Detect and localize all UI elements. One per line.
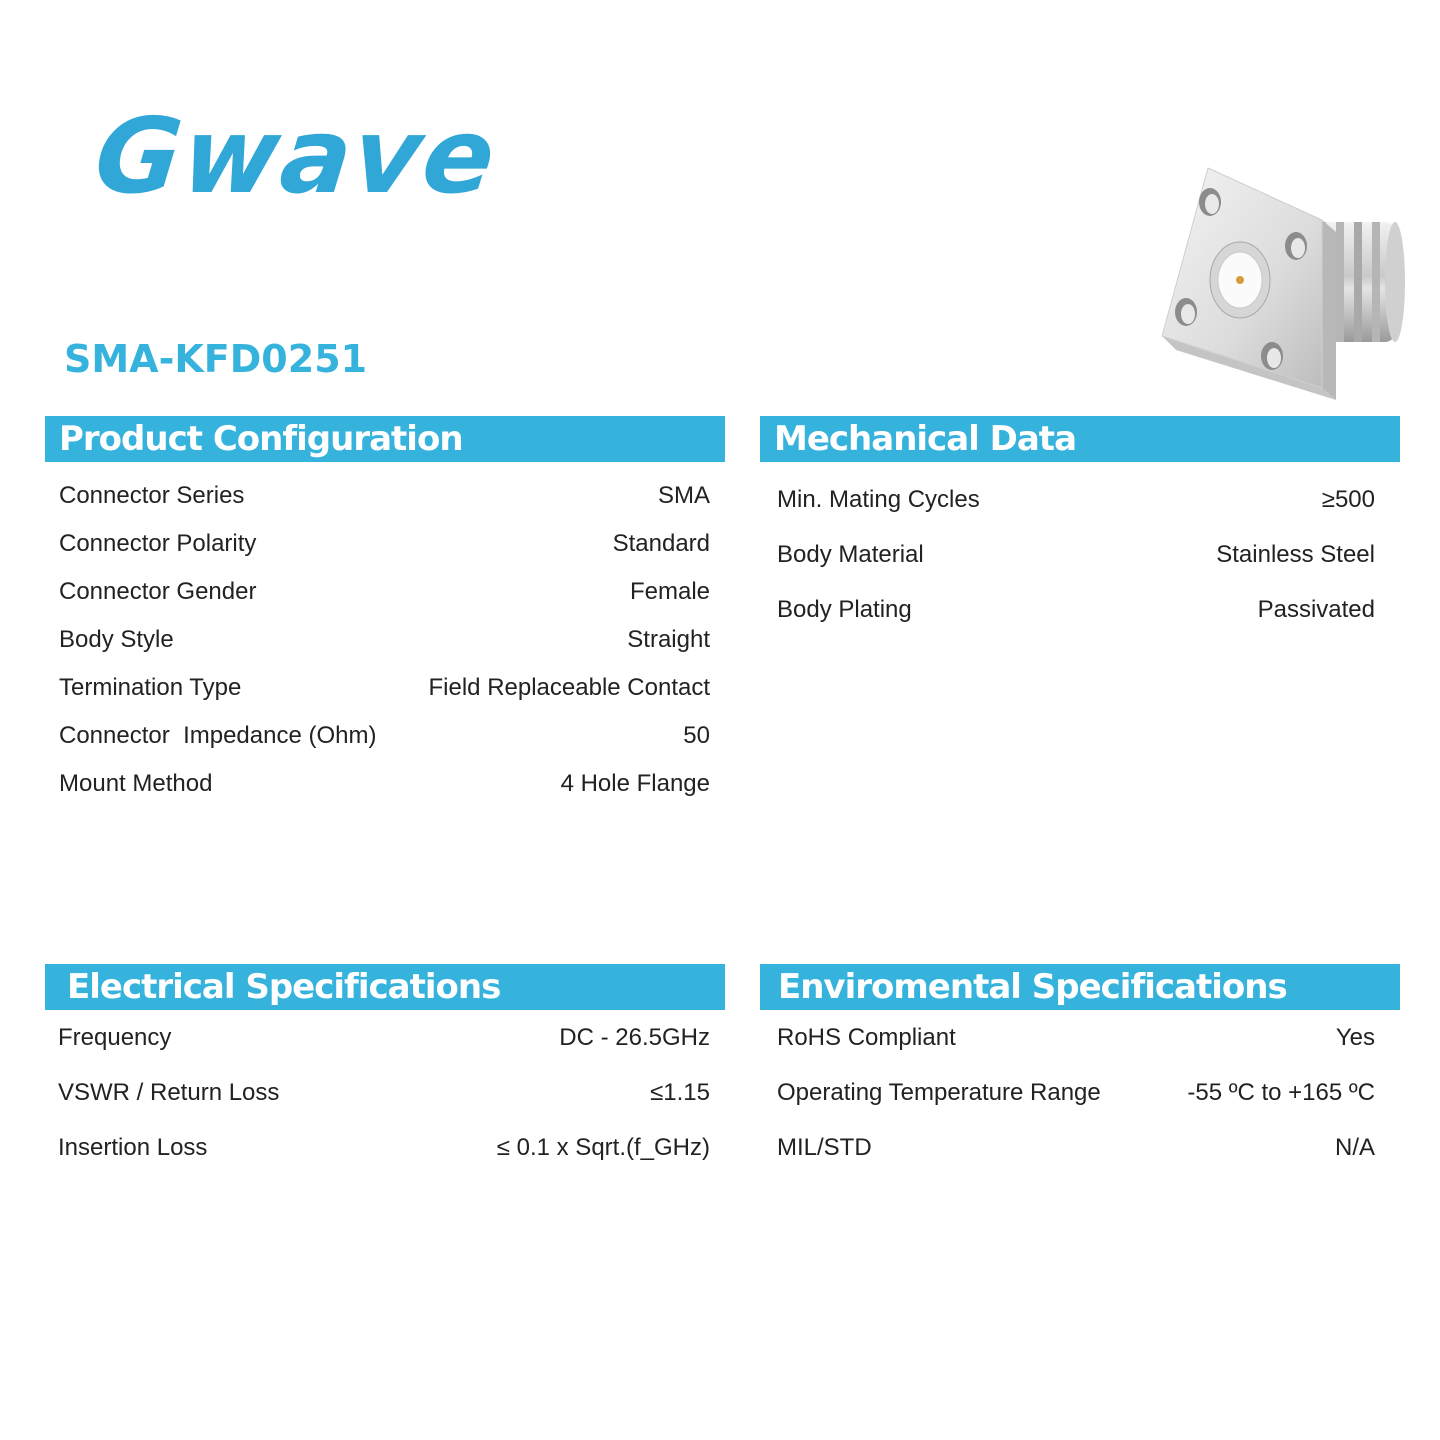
- spec-label: Operating Temperature Range: [777, 1078, 1101, 1106]
- spec-row: [777, 527, 1375, 582]
- spec-value: -55 ºC to +165 ºC: [1187, 1078, 1375, 1106]
- spec-row: [777, 472, 1375, 527]
- spec-value: Stainless Steel: [1216, 540, 1375, 568]
- spec-label: Body Plating: [777, 595, 912, 623]
- spec-row: [58, 1065, 710, 1120]
- spec-value: 4 Hole Flange: [560, 770, 710, 797]
- spec-label: RoHS Compliant: [777, 1023, 956, 1051]
- product-configuration-section: [45, 416, 725, 808]
- mechanical-data-section: [760, 416, 1400, 637]
- spec-label: Mount Method: [59, 770, 213, 797]
- spec-row: [59, 760, 710, 808]
- spec-row: [59, 568, 710, 616]
- spec-label: VSWR / Return Loss: [58, 1078, 280, 1106]
- spec-value: Straight: [627, 626, 710, 653]
- spec-value: Yes: [1335, 1023, 1375, 1051]
- spec-value: Passivated: [1257, 595, 1375, 623]
- spec-value: DC - 26.5GHz: [559, 1023, 710, 1051]
- environmental-specifications-list: [760, 1010, 1400, 1175]
- electrical-specifications-section: [45, 964, 725, 1175]
- spec-row: [58, 1010, 710, 1065]
- spec-label: Insertion Loss: [58, 1133, 208, 1161]
- spec-row: [59, 520, 710, 568]
- product-configuration-list: [45, 462, 725, 808]
- spec-value: ≤ 0.1 x Sqrt.(f_GHz): [496, 1133, 710, 1161]
- spec-label: Termination Type: [59, 674, 242, 701]
- spec-label: Connector Gender: [59, 578, 257, 605]
- product-image: [1150, 160, 1420, 410]
- spec-value: Standard: [612, 530, 710, 557]
- spec-value: Field Replaceable Contact: [428, 674, 710, 701]
- spec-row: [59, 712, 710, 760]
- environmental-specifications-title: Enviromental Specifications: [760, 964, 1400, 1010]
- spec-label: Body Material: [777, 540, 924, 568]
- spec-label: Body Style: [59, 626, 174, 653]
- spec-label: Frequency: [58, 1023, 172, 1051]
- spec-row: [777, 1065, 1375, 1120]
- spec-value: N/A: [1334, 1133, 1375, 1161]
- mechanical-data-title: Mechanical Data: [760, 416, 1400, 462]
- spec-label: Connector Impedance (Ohm): [59, 722, 377, 749]
- spec-value: Female: [629, 578, 710, 605]
- brand-logo: Gwave: [89, 95, 503, 217]
- spec-row: [777, 1120, 1375, 1175]
- spec-value: ≥500: [1321, 485, 1375, 513]
- spec-row: [59, 472, 710, 520]
- spec-row: [59, 616, 710, 664]
- spec-label: Connector Polarity: [59, 530, 257, 557]
- spec-row: [59, 664, 710, 712]
- spec-label: MIL/STD: [777, 1133, 872, 1161]
- spec-row: [777, 582, 1375, 637]
- electrical-specifications-list: [45, 1010, 725, 1175]
- spec-row: [58, 1120, 710, 1175]
- environmental-specifications-section: [760, 964, 1400, 1175]
- product-configuration-title: Product Configuration: [45, 416, 725, 462]
- mechanical-data-list: [760, 462, 1400, 637]
- spec-value: SMA: [657, 482, 710, 509]
- spec-value: 50: [683, 722, 710, 749]
- electrical-specifications-title: Electrical Specifications: [45, 964, 725, 1010]
- spec-row: [777, 1010, 1375, 1065]
- sma-4-hole-flange-connector-icon: [1150, 160, 1420, 410]
- product-id: SMA-KFD0251: [64, 337, 368, 381]
- spec-label: Connector Series: [59, 482, 245, 509]
- spec-label: Min. Mating Cycles: [777, 485, 980, 513]
- spec-value: ≤1.15: [650, 1078, 710, 1106]
